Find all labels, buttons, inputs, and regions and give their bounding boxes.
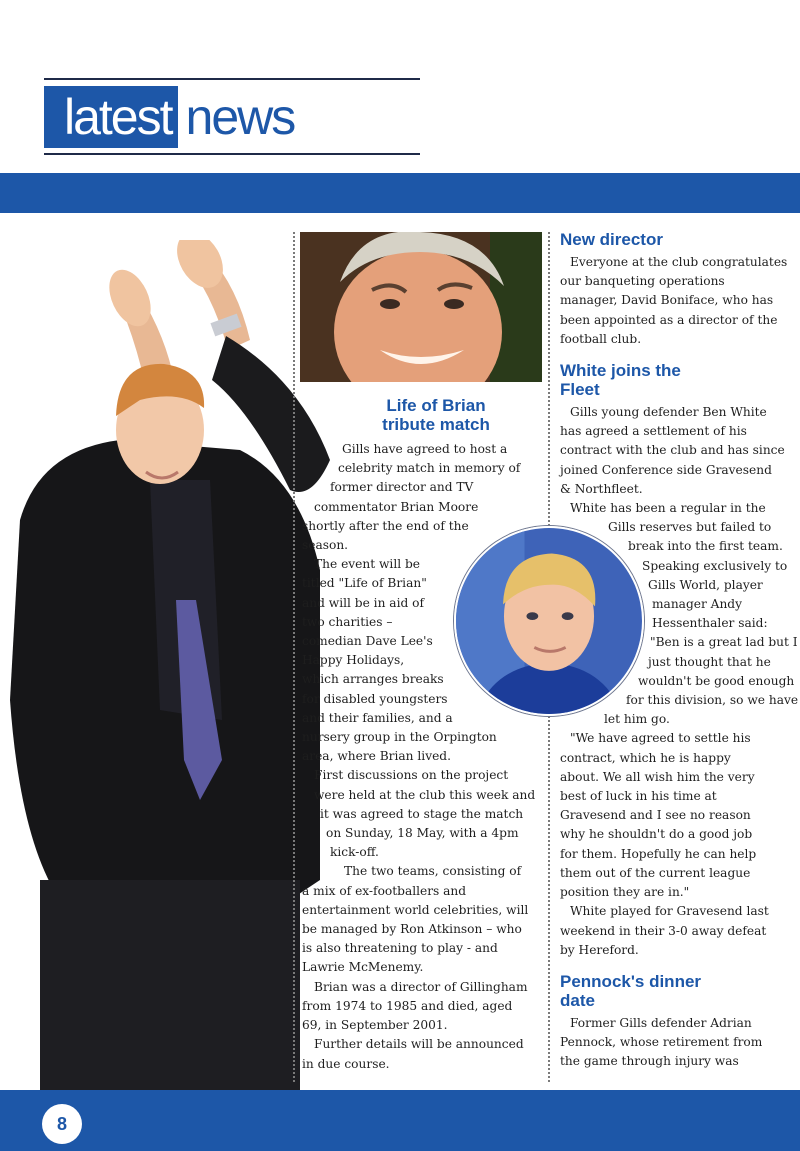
- text-line: "We have agreed to settle his: [570, 731, 751, 746]
- text-line: The two teams, consisting of: [344, 864, 522, 879]
- headline-line-2: tribute match: [382, 415, 490, 434]
- text-line: shortly after the end of the: [302, 518, 469, 533]
- text-line: commentator Brian Moore: [314, 499, 479, 514]
- text-line: joined Conference side Gravesend: [560, 462, 772, 477]
- footer-band: [0, 1090, 800, 1151]
- page-number: 8: [42, 1104, 82, 1144]
- text-line: entertainment world celebrities, will: [302, 902, 529, 917]
- text-line: just thought that he: [648, 654, 771, 669]
- headline-line-1: Life of Brian: [386, 396, 486, 415]
- text-line: about. We all wish him the very: [560, 769, 755, 784]
- text-line: contract, which he is happy: [560, 750, 731, 765]
- text-line: Lawrie McMenemy.: [302, 960, 424, 975]
- text-line: from 1974 to 1985 and died, aged: [302, 998, 513, 1013]
- text-line: Happy Holidays,: [302, 653, 405, 668]
- text-line: for them. Hopefully he can help: [560, 846, 757, 861]
- column-divider-left: [293, 232, 295, 1082]
- text-line: "Ben is a great lad but I: [650, 635, 798, 650]
- text-line: and will be in aid of: [302, 595, 424, 610]
- text-line: comedian Dave Lee's: [302, 634, 433, 649]
- ben-white-portrait: [454, 526, 644, 716]
- text-line: Gills have agreed to host a: [342, 442, 508, 456]
- text-line: White has been a regular in the: [570, 501, 766, 516]
- text-line: best of luck in his time at: [560, 789, 717, 804]
- text-line: for disabled youngsters: [302, 691, 448, 706]
- section-masthead: [44, 86, 294, 148]
- header-band: [0, 173, 800, 213]
- masthead-latest: latest: [64, 89, 172, 145]
- text-line: Pennock, whose retirement from: [560, 1035, 763, 1050]
- headline-pennocks-dinner-date: [560, 972, 796, 1010]
- text-line: it was agreed to stage the match: [320, 806, 524, 821]
- text-line: been appointed as a director of the: [560, 312, 778, 327]
- text-line: them out of the current league: [560, 865, 751, 880]
- masthead-rule-top: [44, 78, 420, 80]
- text-line: season.: [302, 538, 349, 553]
- text-line: break into the first team.: [628, 539, 783, 554]
- headline-life-of-brian: [302, 396, 540, 434]
- text-line: the game through injury was: [560, 1054, 739, 1069]
- text-line: Hessenthaler said:: [652, 616, 768, 631]
- headline-new-director: New director: [560, 230, 663, 249]
- masthead-latest-box: [44, 86, 178, 148]
- text-line: Speaking exclusively to: [642, 558, 788, 573]
- text-line: Gills World, player: [648, 577, 763, 592]
- text-line: nursery group in the Orpington: [302, 730, 497, 745]
- headline-line-1: Pennock's dinner: [560, 971, 702, 991]
- headline-white-joins-fleet: [560, 361, 796, 399]
- text-line: on Sunday, 18 May, with a 4pm: [326, 826, 519, 841]
- text-line: area, where Brian lived.: [302, 749, 451, 764]
- text-line: Gills young defender Ben White: [570, 405, 767, 420]
- text-line: celebrity match in memory of: [338, 461, 521, 476]
- text-line: our banqueting operations: [560, 274, 725, 289]
- text-line: in due course.: [302, 1056, 390, 1071]
- text-line: The event will be: [314, 557, 421, 572]
- text-line: weekend in their 3-0 away defeat: [560, 923, 767, 938]
- text-line: White played for Gravesend last: [570, 904, 769, 919]
- text-line: position they are in.": [560, 885, 690, 900]
- text-line: Everyone at the club congratulates: [570, 255, 788, 269]
- text-line: which arranges breaks: [302, 672, 444, 687]
- text-line: & Northfleet.: [560, 481, 643, 496]
- headline-line-2: date: [560, 990, 595, 1010]
- text-line: football club.: [560, 331, 642, 346]
- text-line: Gravesend and I see no reason: [560, 808, 751, 823]
- article-life-of-brian: [302, 396, 540, 1074]
- text-line: 69, in September 2001.: [302, 1018, 448, 1033]
- text-line: titled "Life of Brian": [302, 576, 427, 591]
- text-line: two charities –: [302, 614, 393, 629]
- text-line: is also threatening to play - and: [302, 941, 498, 956]
- text-line: manager Andy: [652, 597, 742, 612]
- text-line: were held at the club this week and: [314, 787, 536, 802]
- text-line: Brian was a director of Gillingham: [314, 979, 528, 994]
- masthead-news: news: [185, 89, 295, 145]
- text-line: a mix of ex-footballers and: [302, 883, 467, 898]
- text-line: kick-off.: [330, 845, 379, 860]
- masthead-rule-bottom: [44, 153, 420, 155]
- text-line: has agreed a settlement of his: [560, 424, 747, 439]
- text-line: First discussions on the project: [314, 768, 509, 783]
- text-line: contract with the club and has since: [560, 443, 785, 458]
- text-line: for this division, so we have: [626, 693, 799, 708]
- text-line: be managed by Ron Atkinson – who: [302, 922, 522, 937]
- text-line: and their families, and a: [302, 710, 453, 725]
- text-line: let him go.: [604, 712, 670, 727]
- text-line: by Hereford.: [560, 942, 639, 957]
- text-line: Further details will be announced: [314, 1037, 524, 1052]
- player-applauding-photo: [0, 240, 340, 1092]
- text-line: Former Gills defender Adrian: [570, 1015, 752, 1030]
- text-line: manager, David Boniface, who has: [560, 293, 774, 308]
- text-line: former director and TV: [330, 480, 474, 495]
- text-line: Gills reserves but failed to: [608, 520, 772, 535]
- brian-moore-portrait: [300, 232, 542, 382]
- headline-line-2: Fleet: [560, 380, 600, 400]
- text-line: why he shouldn't do a good job: [560, 827, 753, 842]
- headline-line-1: White joins the: [560, 361, 681, 381]
- text-line: wouldn't be good enough: [638, 673, 795, 688]
